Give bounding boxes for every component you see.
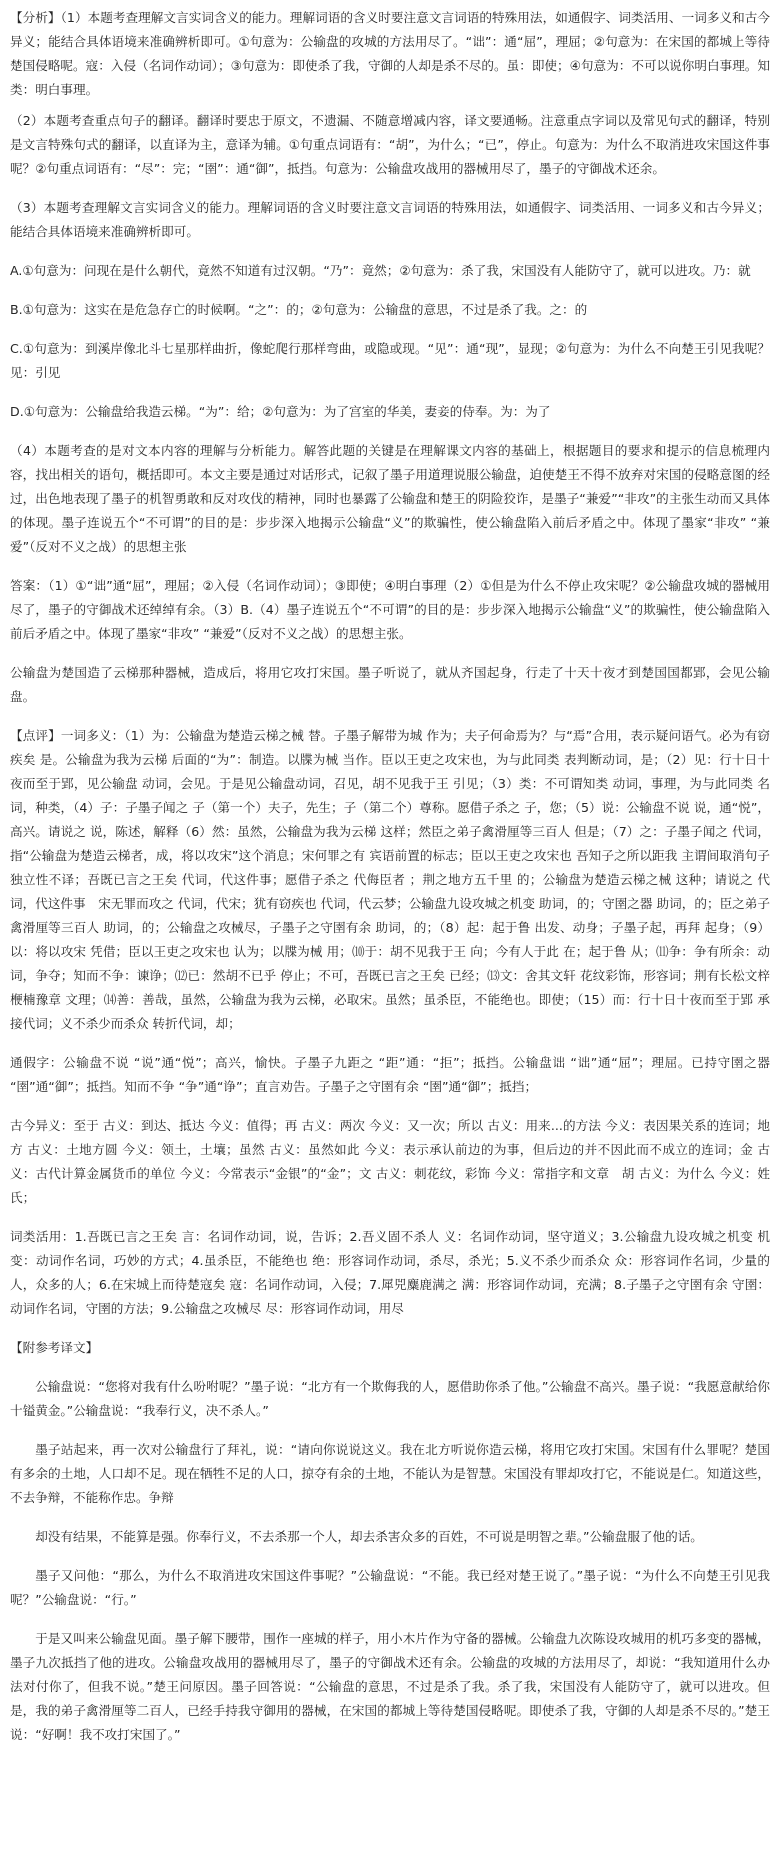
tongjia-paragraph: 通假字：公输盘不说 “说”通“悦”；高兴，愉快。子墨子九距之 “距”通：“拒”；抵挡。公输盘诎 “诎”通“屈”；理屈。已持守圉之器 “圉”通“御”；抵挡。知而不争 “争”通“诤”；直言劝告。子墨子之守圉有余 “圉”通“御”；抵挡；: [10, 1055, 770, 1094]
option-d: D.①句意为：公输盘给我造云梯。“为”：给；②句意为：为了宫室的华美，妻妾的侍奉。为：为了: [10, 404, 551, 419]
translation-paragraph-4: 墨子又问他：“那么，为什么不取消进攻宋国这件事呢？”公输盘说：“不能。我已经对楚王说了。”墨子说：“为什么不向楚王引见我呢？”公输盘说：“行。”: [10, 1568, 770, 1607]
analysis-paragraph-4: （4）本题考查的是对文本内容的理解与分析能力。解答此题的关键是在理解课文内容的基础上，根据题目的要求和提示的信息梳理内容，找出相关的语句，概括即可。本文主要是通过对话形式，记叙了墨子用道理说服公输盘，迫使楚王不得不放弃对宋国的侵略意图的经过，出色地表现了墨子的机智勇敢和反对攻伐的精神，同时也暴露了公输盘和楚王的阴险狡诈，是墨子“兼爱”“非攻”的主张生动而又具体的体现。墨子连说五个“不可谓”的目的是：步步深入地揭示公输盘“义”的欺骗性，使公输盘陷入前后矛盾之中。体现了墨家“非攻” “兼爱”（反对不义之战）的思想主张: [10, 443, 770, 554]
option-a: A.①句意为：问现在是什么朝代，竟然不知道有过汉朝。“乃”：竟然；②句意为：杀了我，宋国没有人能防守了，就可以进攻。乃：就: [10, 263, 751, 278]
translation-paragraph-5: 于是又叫来公输盘见面。墨子解下腰带，围作一座城的样子，用小木片作为守备的器械。公输盘九次陈设攻城用的机巧多变的器械，墨子九次抵挡了他的进攻。公输盘攻战用的器械用尽了，墨子的守御战术还有余。公输盘的攻城的方法用尽了，却说：“我知道用什么办法对付你了，但我不说。”楚王问原因。墨子回答说：“公输盘的意思，不过是杀了我。杀了我，宋国没有人能防守了，就可以进攻。但是，我的弟子禽滑厘等二百人，已经手持我守御用的器械，在宋国的都城上等待楚国侵略呢。即使杀了我，守御的人却是杀不尽的。”楚王说：“好啊！我不攻打宋国了。”: [10, 1631, 770, 1742]
analysis-paragraph-1: [10, 6, 770, 102]
analysis-heading: 【分析】: [10, 10, 61, 25]
option-b: B.①句意为：这实在是危急存亡的时候啊。“之”：的；②句意为：公输盘的意思，不过是杀了我。之：的: [10, 302, 588, 317]
summary-paragraph: 公输盘为楚国造了云梯那种器械，造成后，将用它攻打宋国。墨子听说了，就从齐国起身，行走了十天十夜才到楚国国都郢，会见公输盘。: [10, 665, 770, 704]
option-c: C.①句意为：到溪岸像北斗七星那样曲折，像蛇爬行那样弯曲，或隐或现。“见”：通“现”，显现；②句意为：为什么不向楚王引见我呢？见：引见: [10, 341, 770, 380]
translation-paragraph-3: 却没有结果，不能算是强。你奉行义，不去杀那一个人，却去杀害众多的百姓，不可说是明智之辈。”公输盘服了他的话。: [35, 1529, 703, 1544]
cilei-paragraph: 词类活用：1.吾既已言之王矣 言：名词作动词，说，告诉；2.吾义固不杀人 义：名词作动词，坚守道义；3.公输盘九设攻城之机变 机变：动词作名词，巧妙的方式；4.虽杀臣，不能绝也 绝：形容词作动词，杀尽，杀光；5.义不杀少而杀众 众：形容词作名词，少量的人，众多的人；6.在宋城上而待楚寇矣 寇：名词作动词，入侵；7.犀兕麋鹿满之 满：形容词作动词，充满；8.子墨子之守圉有余 守圉：动词作名词，守圉的方法；9.公输盘之攻械尽 尽：形容词作动词，用尽: [10, 1229, 770, 1316]
translation-paragraph-2: 墨子站起来，再一次对公输盘行了拜礼，说：“请向你说说这义。我在北方听说你造云梯，将用它攻打宋国。宋国有什么罪呢？楚国有多余的土地，人口却不足。现在牺牲不足的人口，掠夺有余的土地，不能认为是智慧。宋国没有罪却攻打它，不能说是仁。知道这些，不去争辩，不能称作忠。争辩: [10, 1442, 770, 1505]
comment-paragraph: 【点评】一词多义：（1）为：公输盘为楚造云梯之械 替。子墨子解带为城 作为；夫子何命焉为？与“焉”合用，表示疑问语气。必为有窃疾矣 是。公输盘为我为云梯 后面的“为”：制造。以牒为械 当作。臣以王吏之攻宋也，为与此同类 表判断动词，是；（2）见：行十日十夜而至于郢，见公输盘 动词，会见。于是见公输盘动词，召见，胡不见我于王 引见；（3）类：不可谓知类 动词，事理，为与此同类 名词，种类，（4）子：子墨子闻之 子（第一个）夫子，先生；子（第二个）尊称。愿借子杀之 子，您；（5）说：公输盘不说 说，通“悦”，高兴。请说之 说，陈述，解释（6）然：虽然，公输盘为我为云梯 这样；然臣之弟子禽滑厘等三百人 但是；（7）之：子墨子闻之 代词，指“公输盘为楚造云梯者，成，将以攻宋”这个消息；宋何罪之有 宾语前置的标志；臣以王吏之攻宋也 吾知子之所以距我 主谓间取消句子独立性不译；吾既已言之王矣 代词，代这件事；愿借子杀之 代侮臣者 ；荆之地方五千里 的；公输盘为楚造云梯之械 这种；请说之 代词，代这件事 宋无罪而攻之 代词，代宋；犹有窃疾也 代词，代云梦；公输盘九设攻城之机变 助词，的；守圉之器 助词，的；臣之弟子禽滑厘等三百人 助词，的；公输盘之攻械尽，子墨子之守圉有余 助词，的；（8）起：起于鲁 出发、动身；子墨子起，再拜 起身；（9）以：将以攻宋 凭借；臣以王吏之攻宋也 认为；以牒为械 用；⑽于：胡不见我于王 向；今有人于此 在；起于鲁 从；⑾争：争有所余：动词，争夺；知而不争：谏诤；⑿已：然胡不已乎 停止；不可，吾既已言之王矣 已经；⒀文：舍其文轩 花纹彩饰，形容词；荆有长松文梓楩楠豫章 文理；⒁善：善哉，虽然，公输盘为我为云梯，必取宋。虽然；虽杀臣，不能绝也。即使；（15）而：行十日十夜而至于郢 承接代词；义不杀少而杀众 转折代词，却；: [10, 728, 770, 1031]
translation-heading: 【附参考译文】: [10, 1340, 99, 1355]
analysis-text: （1）本题考查理解文言实词含义的能力。理解词语的含义时要注意文言词语的特殊用法，如通假字、词类活用、一词多义和古今异义；能结合具体语境来准确辨析即可。①句意为：公输盘的攻城的方法用尽了。“诎”：通“屈”，理屈；②句意为：在宋国的都城上等待楚国侵略呢。寇：入侵（名词作动词）；③句意为：即使杀了我，守御的人却是杀不尽的。虽：即使；④句意为：不可以说你明白事理。知类：明白事理。: [10, 10, 771, 97]
analysis-paragraph-3: （3）本题考查理解文言实词含义的能力。理解词语的含义时要注意文言词语的特殊用法，如通假字、词类活用、一词多义和古今异义；能结合具体语境来准确辨析即可。: [10, 200, 770, 239]
answer-paragraph: 答案：（1）①“诎”通“屈”，理屈；②入侵（名词作动词）；③即使；④明白事理（2）①但是为什么不停止攻宋呢？②公输盘攻城的器械用尽了，墨子的守御战术还绰绰有余。（3）B.（4）墨子连说五个“不可谓”的目的是：步步深入地揭示公输盘“义”的欺骗性，使公输盘陷入前后矛盾之中。体现了墨家“非攻” “兼爱”（反对不义之战）的思想主张。: [10, 578, 770, 641]
analysis-paragraph-2: （2）本题考查重点句子的翻译。翻译时要忠于原文，不遗漏、不随意增减内容，译文要通畅。注意重点字词以及常见句式的翻译，特别是文言特殊句式的翻译，以直译为主，意译为辅。①句重点词语有：“胡”，为什么；“已”，停止。句意为：为什么不取消进攻宋国这件事呢？②句重点词语有：“尽”：完；“圉”：通“御”，抵挡。句意为：公输盘攻战用的器械用尽了，墨子的守御战术还余。: [10, 113, 770, 176]
translation-paragraph-1: 公输盘说：“您将对我有什么吩咐呢？”墨子说：“北方有一个欺侮我的人，愿借助你杀了他。”公输盘不高兴。墨子说：“我愿意献给你十镒黄金。”公输盘说：“我奉行义，决不杀人。”: [10, 1379, 770, 1418]
gujin-paragraph: 古今异义：至于 古义：到达、抵达 今义：值得；再 古义：两次 今义：又一次；所以 古义：用来...的方法 今义：表因果关系的连词；地方 古义：土地方圆 今义：领土，土壤；虽然 古义：虽然如此 今义：表示承认前边的为事，但后边的并不因此而不成立的连词；金 古义：古代计算金属货币的单位 今义：今常表示“金银”的“金”；文 古义：刺花纹，彩饰 今义：常指字和文章 胡 古义：为什么 今义：姓氏；: [10, 1118, 770, 1205]
